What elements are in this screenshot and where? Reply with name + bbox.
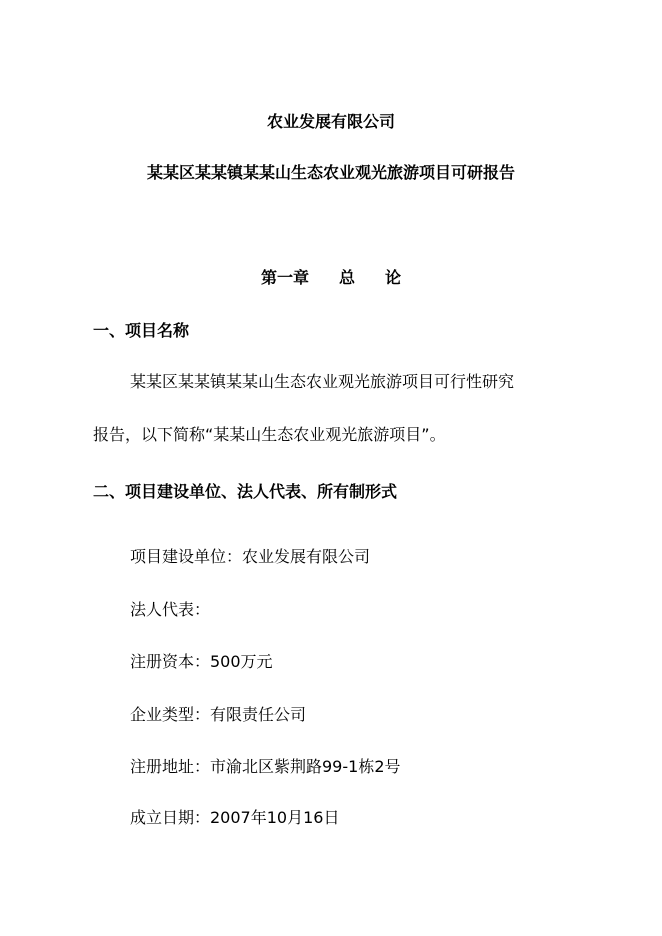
info-item-registered-address: 注册地址：市渝北区紫荆路99-1栋2号 <box>130 757 401 776</box>
company-title: 农业发展有限公司 <box>266 112 395 131</box>
info-item-registered-capital: 注册资本：500万元 <box>130 652 273 671</box>
chapter-heading <box>0 268 662 288</box>
info-item-enterprise-type: 企业类型：有限责任公司 <box>130 705 307 724</box>
section2-heading: 二、项目建设单位、法人代表、所有制形式 <box>93 482 398 501</box>
info-item-construction-unit: 项目建设单位：农业发展有限公司 <box>130 547 371 566</box>
section1-paragraph-line1: 某某区某某镇某某山生态农业观光旅游项目可行性研究 <box>130 372 515 391</box>
report-title: 某某区某某镇某某山生态农业观光旅游项目可研报告 <box>146 163 515 182</box>
info-item-established-date: 成立日期：2007年10月16日 <box>130 808 340 827</box>
info-item-legal-representative: 法人代表： <box>130 600 211 619</box>
chapter-name-part1: 总 <box>338 268 355 287</box>
chapter-name-part2: 论 <box>385 268 402 287</box>
section1-heading: 一、项目名称 <box>93 321 190 340</box>
section1-paragraph-line2: 报告，以下简称“某某山生态农业观光旅游项目”。 <box>93 425 446 444</box>
chapter-number: 第一章 <box>260 268 309 287</box>
